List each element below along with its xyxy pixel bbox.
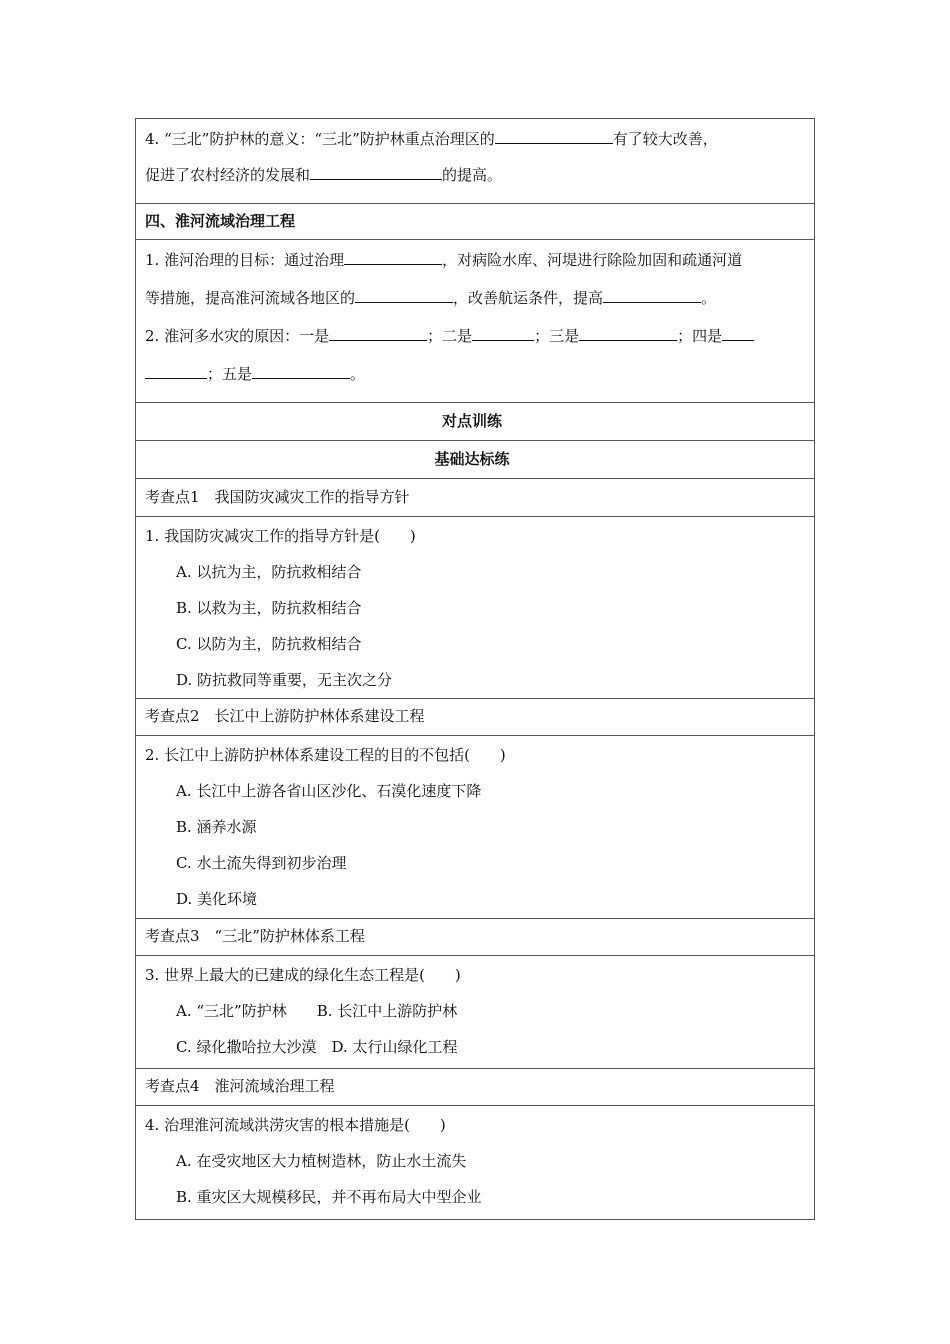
- fill-blank[interactable]: [495, 129, 613, 144]
- answer-option[interactable]: C. 以防为主，防抗救相结合: [176, 635, 362, 653]
- huai-causes-line-1: 2. 淮河多水灾的原因：一是 ；二是 ；三是 ；四是: [145, 317, 808, 355]
- huai-goal-line-1: 1. 淮河治理的目标：通过治理 ，对病险水库、河堤进行除险加固和疏通河道: [145, 251, 743, 269]
- question-text: 1. 我国防灾减灾工作的指导方针是( ): [145, 527, 416, 545]
- huai-river-content-cell: [135, 240, 815, 403]
- answer-option[interactable]: A. 在受灾地区大力植树造林，防止水土流失: [176, 1152, 467, 1170]
- question-text: 3. 世界上最大的已建成的绿化生态工程是( ): [145, 966, 461, 984]
- sanbei-meaning-line-2: 促进了农村经济的发展和 的提高。: [145, 166, 503, 184]
- fill-blank[interactable]: [603, 288, 701, 303]
- question-text: 4. 治理淮河流域洪涝灾害的根本措施是( ): [145, 1116, 446, 1134]
- huai-goal-line-2: 等措施，提高淮河流域各地区的 ，改善航运条件，提高 。: [145, 289, 717, 307]
- worksheet-table: [135, 118, 815, 1220]
- fill-blank[interactable]: [355, 288, 453, 303]
- fill-blank[interactable]: [344, 250, 442, 265]
- fill-blank[interactable]: [310, 165, 442, 180]
- fill-blank[interactable]: [145, 364, 207, 379]
- answer-option[interactable]: B. 以救为主，防抗救相结合: [176, 599, 362, 617]
- question-cell: [135, 736, 815, 919]
- answer-option[interactable]: C. 绿化撒哈拉大沙漠 D. 太行山绿化工程: [176, 1038, 458, 1056]
- fill-blank[interactable]: [329, 326, 427, 341]
- answer-option[interactable]: A. “三北”防护林 B. 长江中上游防护林: [176, 1002, 458, 1020]
- answer-option[interactable]: B. 涵养水源: [176, 818, 257, 836]
- answer-option[interactable]: C. 水土流失得到初步治理: [176, 854, 347, 872]
- exam-point-label: 考查点3 “三北”防护林体系工程: [135, 919, 815, 956]
- heading-basic-practice: 基础达标练: [135, 441, 815, 479]
- question-cell: [135, 956, 815, 1069]
- question-text: 2. 长江中上游防护林体系建设工程的目的不包括( ): [145, 746, 506, 764]
- answer-option[interactable]: A. 以抗为主，防抗救相结合: [176, 563, 362, 581]
- question-cell: [135, 1106, 815, 1220]
- heading-training: 对点训练: [135, 403, 815, 441]
- fill-blank[interactable]: [472, 326, 534, 341]
- sanbei-meaning-line-1: 4. “三北”防护林的意义：“三北”防护林重点治理区的 有了较大改善，: [145, 130, 718, 148]
- answer-option[interactable]: D. 防抗救同等重要，无主次之分: [176, 671, 393, 689]
- sanbei-meaning-cell: [135, 118, 815, 204]
- answer-option[interactable]: B. 重灾区大规模移民，并不再布局大中型企业: [176, 1188, 482, 1206]
- question-cell: [135, 517, 815, 699]
- exam-point-label: 考查点1 我国防灾减灾工作的指导方针: [135, 479, 815, 517]
- answer-option[interactable]: D. 美化环境: [176, 890, 258, 908]
- fill-blank[interactable]: [579, 326, 677, 341]
- exam-point-label: 考查点4 淮河流域治理工程: [135, 1069, 815, 1106]
- answer-option[interactable]: A. 长江中上游各省山区沙化、石漠化速度下降: [176, 782, 482, 800]
- exam-point-label: 考查点2 长江中上游防护林体系建设工程: [135, 699, 815, 736]
- fill-blank[interactable]: [252, 364, 350, 379]
- section-title-huai-river: 四、淮河流域治理工程: [135, 204, 815, 240]
- fill-blank[interactable]: [722, 326, 754, 341]
- huai-causes-line-2: ；五是 。: [145, 355, 808, 393]
